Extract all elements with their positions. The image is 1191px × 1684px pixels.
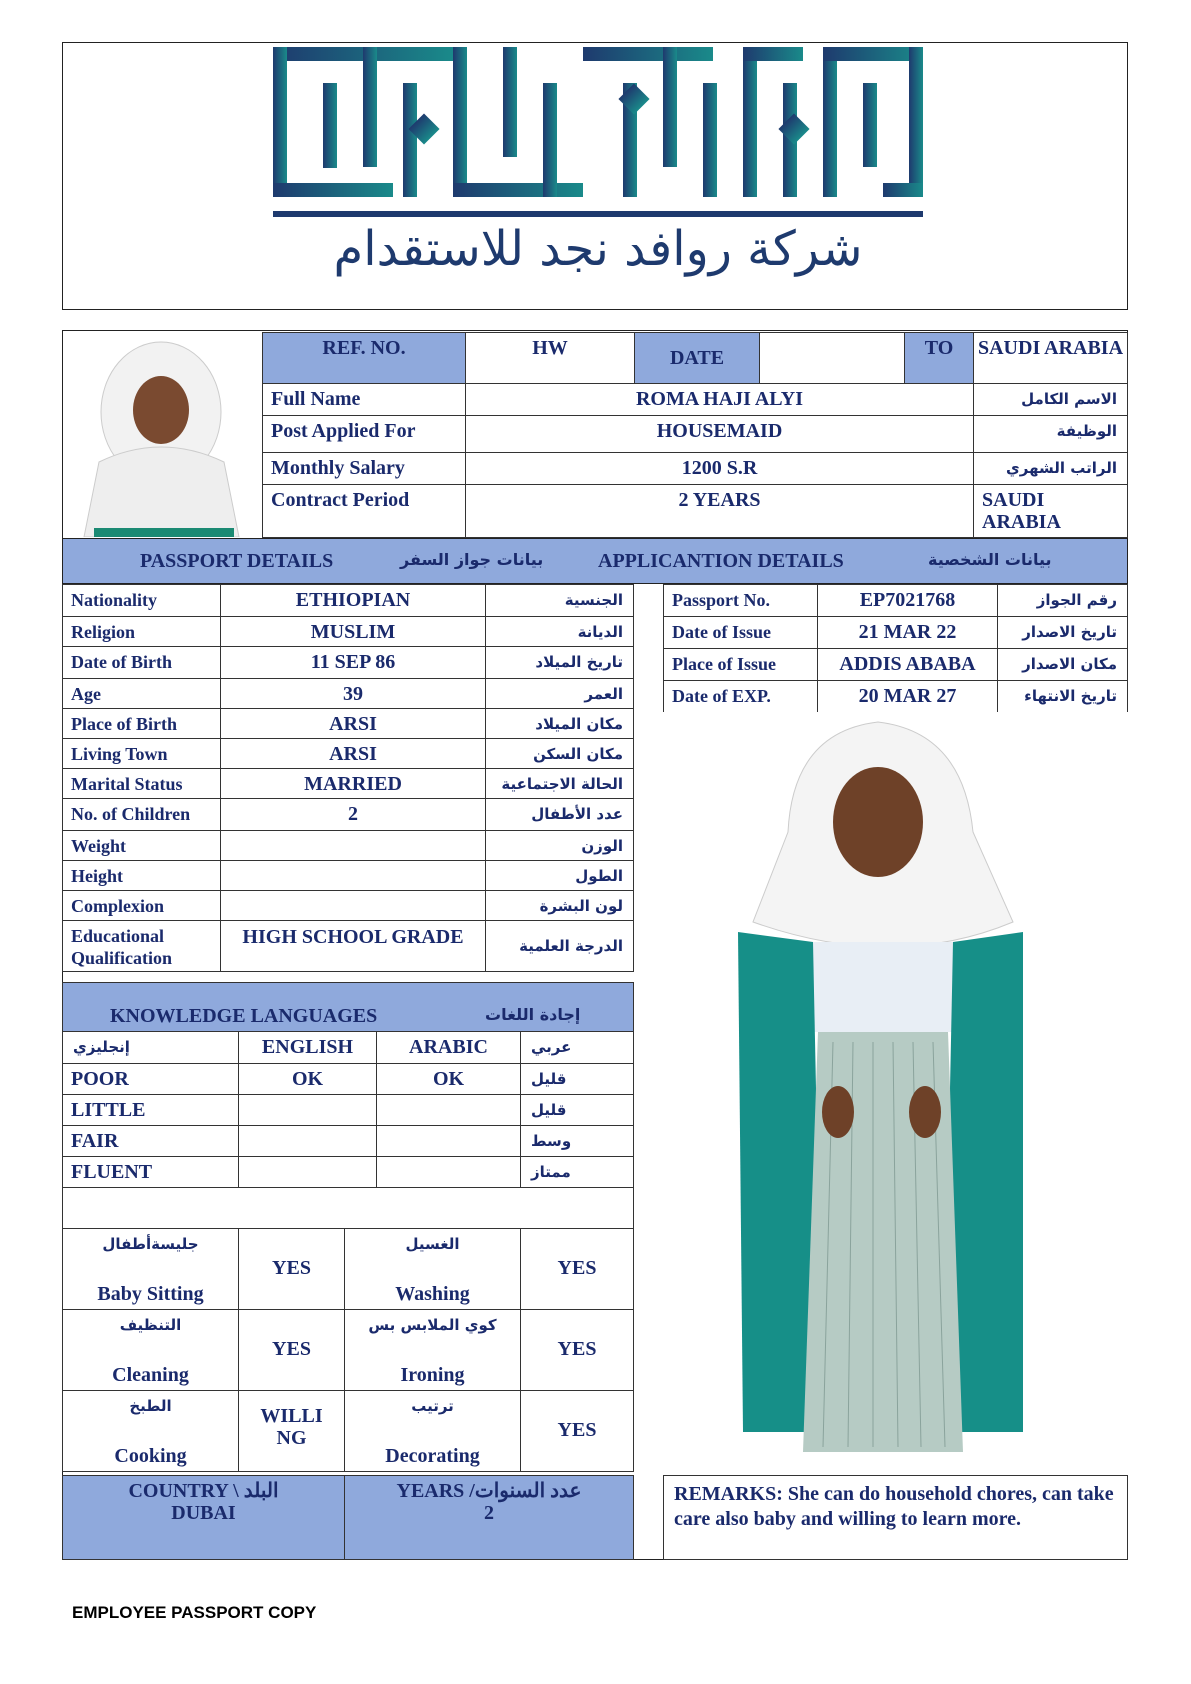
personal-value [220, 860, 486, 891]
personal-label: Age [62, 678, 221, 709]
remarks: REMARKS: She can do household chores, can take care also baby and willing to learn more. [663, 1475, 1128, 1560]
ref-no-value: HW [465, 332, 635, 384]
personal-value: 11 SEP 86 [220, 646, 486, 679]
personal-label: Place of Birth [62, 708, 221, 739]
skill-value: YES [520, 1309, 634, 1391]
full-name-value: ROMA HAJI ALYI [465, 383, 974, 416]
lang-english [238, 1125, 377, 1157]
lang-arabic [376, 1125, 521, 1157]
passport-ar: مكان الاصدار [997, 648, 1128, 681]
passport-value: ADDIS ABABA [817, 648, 998, 681]
to-value: SAUDI ARABIA [973, 332, 1128, 384]
skill-ar: كوي الملابس بس [368, 1316, 497, 1334]
skill-ar: ترتيب [411, 1397, 454, 1415]
lang-head-ar-right: عربي [520, 1031, 634, 1064]
skill-cell [62, 1309, 239, 1391]
company-name-arabic: شركة روافد نجد للاستقدام [333, 221, 863, 277]
personal-ar: لون البشرة [485, 890, 634, 921]
personal-label: Religion [62, 616, 221, 647]
date-label: DATE [634, 332, 760, 384]
passport-value: EP7021768 [817, 584, 998, 617]
personal-ar: الحالة الاجتماعية [485, 768, 634, 799]
salary-value: 1200 S.R [465, 452, 974, 485]
lang-english: OK [238, 1063, 377, 1095]
lang-head-english: ENGLISH [238, 1031, 377, 1064]
skill-cell [62, 1390, 239, 1472]
full-name-label: Full Name [262, 383, 466, 416]
lang-arabic [376, 1156, 521, 1188]
personal-value [220, 830, 486, 861]
country-cell [62, 1475, 345, 1560]
passport-value: 20 MAR 27 [817, 680, 998, 713]
lang-head-arabic: ARABIC [376, 1031, 521, 1064]
passport-ar: رقم الجواز [997, 584, 1128, 617]
company-header [62, 42, 1128, 310]
skill-cell [344, 1390, 521, 1472]
lang-head-ar-left: إنجليزي [62, 1031, 239, 1064]
skill-ar: التنظيف [119, 1316, 182, 1334]
years-value: 2 [484, 1502, 494, 1524]
post-label: Post Applied For [262, 415, 466, 453]
country-label: COUNTRY \ البلد [128, 1480, 279, 1502]
personal-label: Height [62, 860, 221, 891]
personal-value: MARRIED [220, 768, 486, 799]
personal-ar: الدرجة العلمية [485, 920, 634, 972]
footer-note: EMPLOYEE PASSPORT COPY [72, 1603, 317, 1622]
personal-value [220, 890, 486, 921]
personal-ar: الطول [485, 860, 634, 891]
skill-value: YES [238, 1228, 345, 1310]
skill-cell [344, 1228, 521, 1310]
personal-label: Marital Status [62, 768, 221, 799]
personal-ar: تاريخ الميلاد [485, 646, 634, 679]
skill-en: Washing [395, 1283, 470, 1305]
lang-english [238, 1156, 377, 1188]
skill-en: Baby Sitting [97, 1283, 204, 1305]
personal-value: ARSI [220, 738, 486, 769]
lang-arabic [376, 1094, 521, 1126]
personal-ar: العمر [485, 678, 634, 709]
applicant-photo-full [663, 712, 1128, 1477]
personal-label: Educational Qualification [62, 920, 221, 972]
skill-ar: الطبخ [129, 1397, 172, 1415]
personal-ar: مكان الميلاد [485, 708, 634, 739]
personal-label: Living Town [62, 738, 221, 769]
personal-ar: عدد الأطفال [485, 798, 634, 831]
full-name-ar: الاسم الكامل [973, 383, 1128, 416]
passport-label: Place of Issue [663, 648, 818, 681]
skill-en: Decorating [385, 1445, 480, 1467]
languages-title: KNOWLEDGE LANGUAGES [110, 1005, 378, 1027]
years-cell [344, 1475, 634, 1560]
skill-ar: الغسيل [405, 1235, 460, 1253]
skill-value: YES [520, 1390, 634, 1472]
personal-ar: الجنسية [485, 584, 634, 617]
lang-level: LITTLE [62, 1094, 239, 1126]
personal-value: HIGH SCHOOL GRADE [220, 920, 486, 972]
years-label: YEARS /عدد السنوات [396, 1480, 582, 1502]
date-value [759, 332, 905, 384]
personal-value: ARSI [220, 708, 486, 739]
applicant-photo-small [64, 332, 258, 537]
passport-label: Date of EXP. [663, 680, 818, 713]
passport-details-title: PASSPORT DETAILS [140, 550, 334, 572]
salary-ar: الراتب الشهري [973, 452, 1128, 485]
skill-value: WILLI NG [238, 1390, 345, 1472]
personal-label: No. of Children [62, 798, 221, 831]
personal-value: MUSLIM [220, 616, 486, 647]
passport-label: Date of Issue [663, 616, 818, 649]
personal-ar: مكان السكن [485, 738, 634, 769]
post-ar: الوظيفة [973, 415, 1128, 453]
personal-label: Weight [62, 830, 221, 861]
skill-en: Cleaning [112, 1364, 189, 1386]
skill-ar: جليسةأطفال [102, 1235, 199, 1253]
post-value: HOUSEMAID [465, 415, 974, 453]
passport-ar: تاريخ الاصدار [997, 616, 1128, 649]
ref-no-label: REF. NO. [262, 332, 466, 384]
lang-level: FLUENT [62, 1156, 239, 1188]
passport-details-title-ar: بيانات جواز السفر [400, 550, 544, 569]
lang-level: POOR [62, 1063, 239, 1095]
personal-ar: الديانة [485, 616, 634, 647]
skill-value: YES [520, 1228, 634, 1310]
salary-label: Monthly Salary [262, 452, 466, 485]
skill-value: YES [238, 1309, 345, 1391]
lang-ar: قليل [520, 1094, 634, 1126]
lang-english [238, 1094, 377, 1126]
to-label: TO [904, 332, 974, 384]
skill-en: Ironing [400, 1364, 465, 1386]
skill-cell [62, 1228, 239, 1310]
blank-row [62, 1187, 634, 1229]
country-value: DUBAI [171, 1502, 236, 1524]
personal-label: Nationality [62, 584, 221, 617]
personal-label: Date of Birth [62, 646, 221, 679]
lang-level: FAIR [62, 1125, 239, 1157]
lang-ar: ممتاز [520, 1156, 634, 1188]
passport-label: Passport No. [663, 584, 818, 617]
personal-label: Complexion [62, 890, 221, 921]
passport-ar: تاريخ الانتهاء [997, 680, 1128, 713]
passport-value: 21 MAR 22 [817, 616, 998, 649]
skill-cell [344, 1309, 521, 1391]
personal-value: 39 [220, 678, 486, 709]
contract-value: 2 YEARS [465, 484, 974, 538]
personal-value: 2 [220, 798, 486, 831]
lang-ar: وسط [520, 1125, 634, 1157]
lang-arabic: OK [376, 1063, 521, 1095]
skill-en: Cooking [114, 1445, 187, 1467]
application-details-title-ar: بيانات الشخصية [928, 550, 1052, 569]
application-details-title: APPLICANTION DETAILS [598, 550, 844, 572]
personal-ar: الوزن [485, 830, 634, 861]
lang-ar: قليل [520, 1063, 634, 1095]
languages-title-ar: إجادة اللغات [485, 1005, 581, 1024]
contract-label: Contract Period [262, 484, 466, 538]
personal-value: ETHIOPIAN [220, 584, 486, 617]
contract-destination: SAUDI ARABIA [973, 484, 1128, 538]
